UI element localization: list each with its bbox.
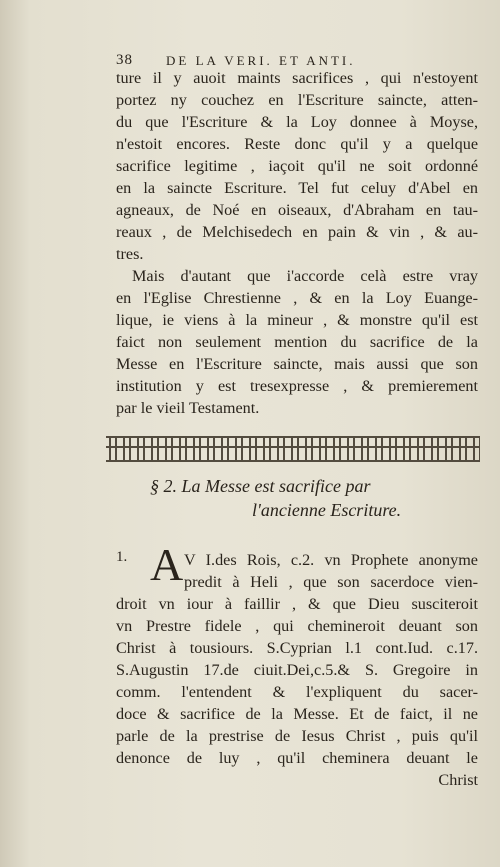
body-line: en la saincte Escriture. Tel fut celuy d'Abel en [116, 179, 478, 197]
section-heading-line1: § 2. La Messe est sacrifice par [150, 476, 371, 496]
body-line: vn Prestre fidele , qui chemineroit deuant son [116, 617, 478, 635]
body-line: sacrifice legitime , iaçoit qu'il ne soit ordonné [116, 157, 478, 175]
body-line: n'estoit encores. Reste donc qu'il y a quelque [116, 135, 478, 153]
body-line: parle de la prestrise de Iesus Christ , puis qu'il [116, 727, 478, 745]
body-line: agneaux, de Noé en oiseaux, d'Abraham en tau- [116, 201, 478, 219]
paragraph-number: 1. [116, 549, 128, 565]
drop-cap: A [150, 539, 184, 590]
body-line: du que l'Escriture & la Loy donnee à Moyse, [116, 113, 478, 131]
decorative-ornament-band [106, 436, 480, 462]
section-heading-line2: l'ancienne Escriture. [252, 500, 402, 520]
body-line: ture il y auoit maints sacrifices , qui n'estoyent [116, 69, 478, 87]
body-line: S.Augustin 17.de ciuit.Dei,c.5.& S. Gregoire in [116, 661, 478, 679]
body-line: lique, ie viens à la mineur , & monstre qu'il est [116, 311, 478, 329]
body-line: en l'Eglise Chrestienne , & en la Loy Euange- [116, 289, 478, 307]
body-line: Mais d'autant que i'accorde celà estre vray [132, 267, 478, 285]
body-line: predit à Heli , que son sacerdoce vien- [184, 573, 478, 591]
body-line: droit vn iour à faillir , & que Dieu susciteroit [116, 595, 478, 613]
catchword: Christ [438, 771, 478, 789]
body-line: tres. [116, 245, 144, 263]
body-line: faict non seulement mention du sacrifice de la [116, 333, 478, 351]
body-line: Christ à tousiours. S.Cyprian l.1 cont.Iud. c.17. [116, 639, 478, 657]
body-line: Messe en l'Escriture saincte, mais aussi que son [116, 355, 478, 373]
body-line: reaux , de Melchisedech en pain & vin , & au- [116, 223, 478, 241]
body-line: comm. l'entendent & l'expliquent du sacer- [116, 683, 478, 701]
body-line: par le vieil Testament. [116, 399, 260, 417]
body-line: institution y est tresexpresse , & premierement [116, 377, 478, 395]
body-line: portez ny couchez en l'Escriture saincte, atten- [116, 91, 478, 109]
page-number: 38 [116, 52, 133, 68]
body-line: V I.des Rois, c.2. vn Prophete anonyme [184, 551, 478, 569]
body-line: denonce de luy , qu'il cheminera deuant le [116, 749, 478, 767]
running-title: DE LA VERI. ET ANTI. [166, 53, 356, 68]
body-line: doce & sacrifice de la Messe. Et de faict, il ne [116, 705, 478, 723]
